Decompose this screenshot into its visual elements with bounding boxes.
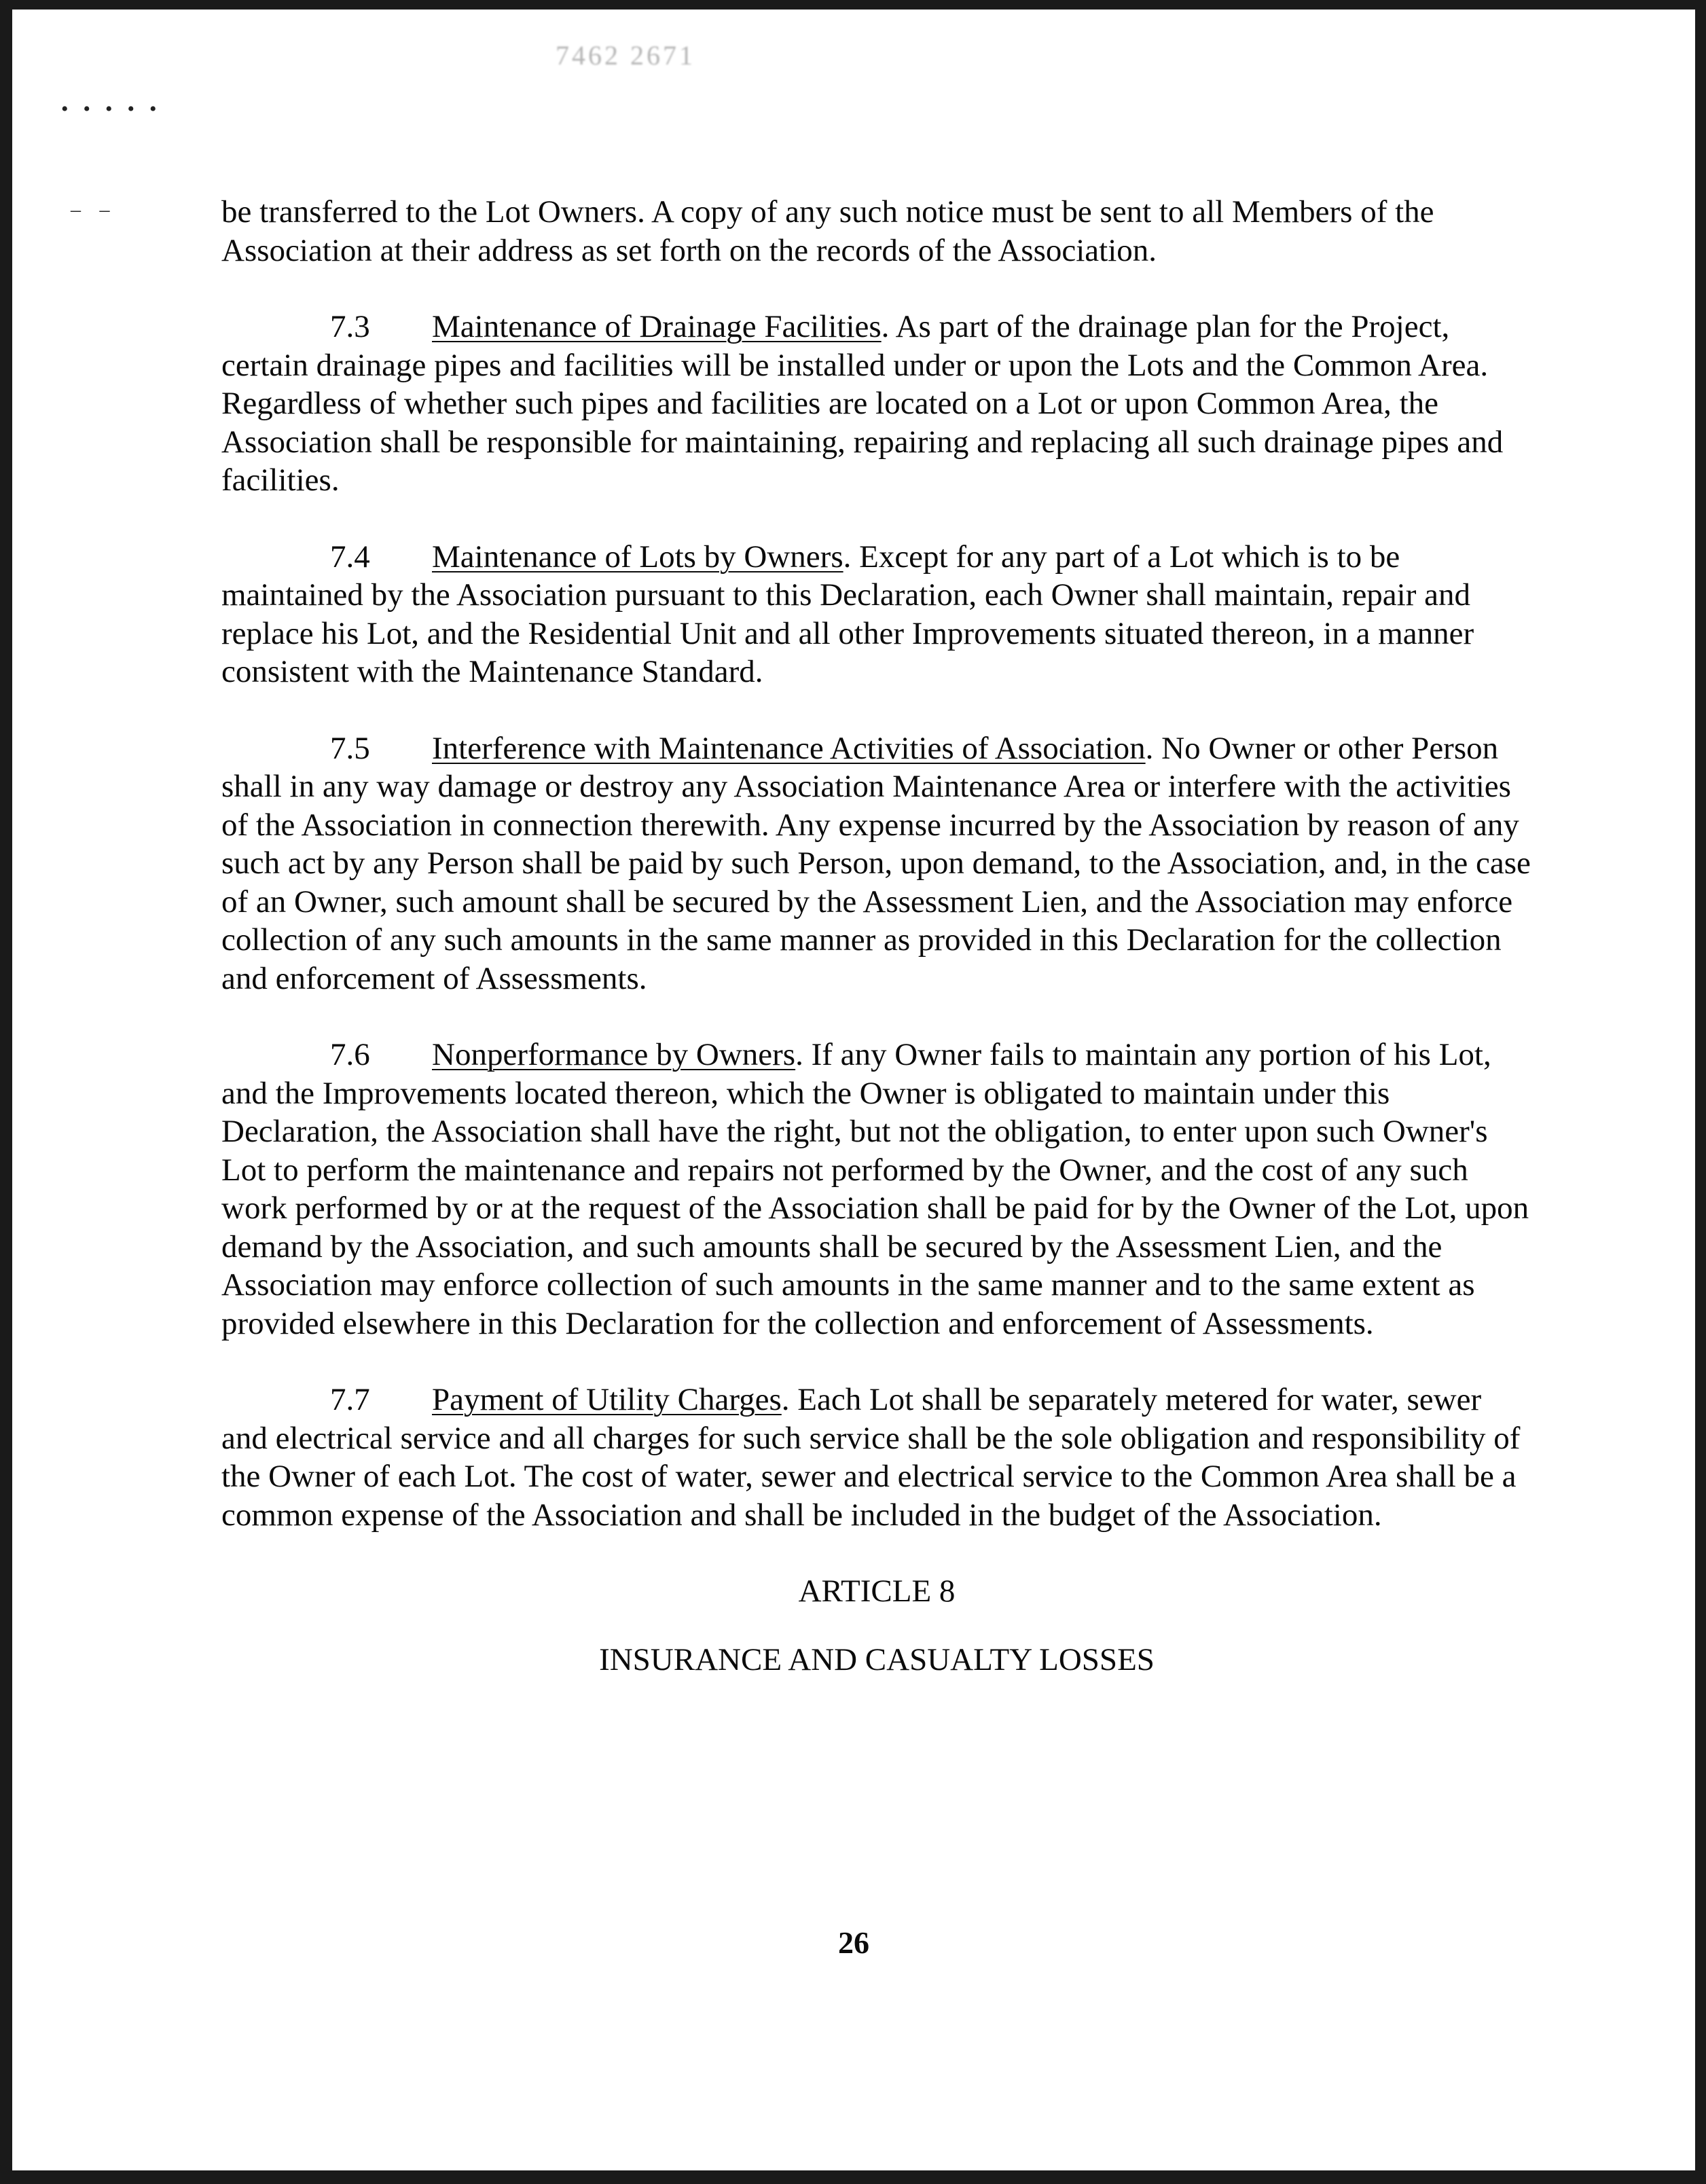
section-body: . As part of the drainage plan for the Project, certain drainage pipes and facilities will be installed under or upon the Lots and the Common Area. Regardless of whether such pipes and facilities are located on a Lot or upon Common Area, the Association shall be responsible for maintaining, repairing and replacing all such drainage pipes and facilities. [221,309,1504,498]
section-body: . No Owner or other Person shall in any way damage or destroy any Association Maintenance Area or interfere with the activities of the Association in connection therewith. Any expense incurred by the Association by reason of any such act by any Person shall be paid by such Person, upon demand, to the Association, and, in the case of an Owner, such amount shall be secured by the Assessment Lien, and the Association may enforce collection of any such amounts in the same manner as provided in this Declaration for the collection and enforcement of Assessments. [221,730,1531,996]
section-number: 7.3 [330,309,370,344]
article-title: INSURANCE AND CASUALTY LOSSES [599,1641,1155,1677]
document-page [12,10,1695,2170]
intro-paragraph: be transferred to the Lot Owners. A copy of any such notice must be sent to all Members of the Association at their address as set forth on the records of the Association. [221,194,1434,268]
section-number: 7.7 [330,1382,370,1417]
section-number: 7.6 [330,1037,370,1072]
section-number: 7.5 [330,730,370,766]
section-7-6 [221,1036,1532,1343]
section-body: . Each Lot shall be separately metered for water, sewer and electrical service and all charges for such service shall be the sole obligation and responsibility of the Owner of each Lot. The cost of water, sewer and electrical service to the Common Area shall be a common expense of the Association and shall be included in the budget of the Association. [221,1382,1521,1533]
section-7-4 [221,538,1532,691]
section-7-7 [221,1381,1532,1534]
scan-edge-marks: ••••• [61,98,172,120]
document-body [221,193,1532,1679]
scan-edge-dash: – – [71,198,117,221]
section-body: . Except for any part of a Lot which is to be maintained by the Association pursuant to this Declaration, each Owner shall maintain, repair and replace his Lot, and the Residential Unit and all other Improvements situated thereon, in a manner consistent with the Maintenance Standard. [221,539,1474,689]
page-number: 26 [838,1925,869,1960]
section-title: Maintenance of Drainage Facilities [432,309,882,344]
header-stamp: 7462 2671 [556,40,695,71]
article-number: ARTICLE 8 [798,1573,956,1609]
section-title: Nonperformance by Owners [432,1037,796,1072]
section-title: Interference with Maintenance Activities of Association [432,730,1146,766]
section-title: Payment of Utility Charges [432,1382,782,1417]
section-number: 7.4 [330,539,370,575]
section-title: Maintenance of Lots by Owners [432,539,843,575]
section-7-3 [221,308,1532,500]
section-7-5 [221,729,1532,998]
section-body: . If any Owner fails to maintain any portion of his Lot, and the Improvements located thereon, which the Owner is obligated to maintain under this Declaration, the Association shall have the right, but not the obligation, to enter upon such Owner's Lot to perform the maintenance and repairs not performed by the Owner, and the cost of any such work performed by or at the request of the Association shall be paid for by the Owner of the Lot, upon demand by the Association, and such amounts shall be secured by the Assessment Lien, and the Association may enforce collection of such amounts in the same manner and to the same extent as provided elsewhere in this Declaration for the collection and enforcement of Assessments. [221,1037,1529,1341]
